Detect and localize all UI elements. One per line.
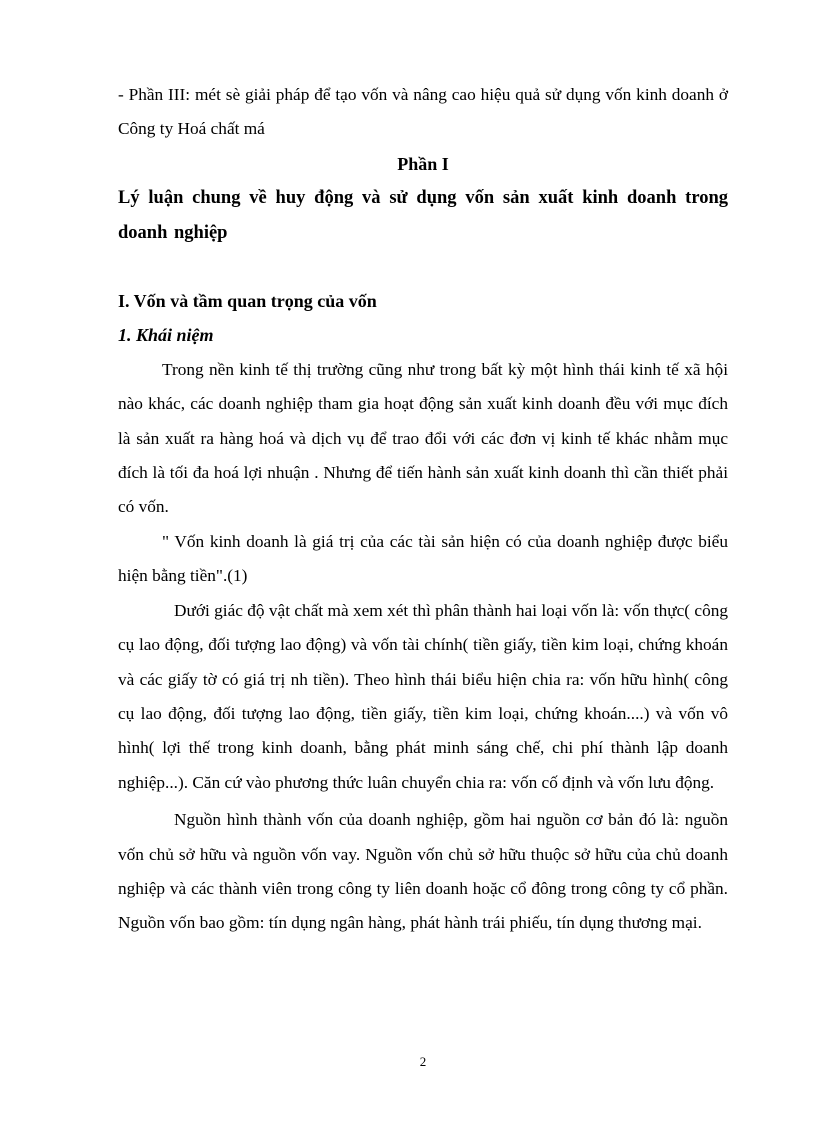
document-page — [118, 78, 728, 941]
paragraph-4: Nguồn hình thành vốn của doanh nghiệp, gồm hai nguồn cơ bản đó là: nguồn vốn chủ sở hữu và nguồn vốn vay. Nguồn vốn chủ sở hữu thuộc sở hữu của chủ doanh nghiệp và các thành viên trong công ty liên doanh hoặc cổ đông trong công ty cổ phần. Nguồn vốn bao gồm: tín dụng ngân hàng, phát hành trái phiếu, tín dụng thương mại. — [118, 810, 728, 933]
page-number: 2 — [419, 1054, 427, 1069]
paragraph-1: Trong nền kinh tế thị trường cũng như trong bất kỳ một hình thái kinh tế xã hội nào khác, các doanh nghiệp tham gia hoạt động sản xuất kinh doanh đều với mục đích là sản xuất ra hàng hoá và dịch vụ để trao đổi với các đơn vị kinh tế khác nhằm mục đích là tối đa hoá lợi nhuận . Nhưng để tiến hành sản xuất kinh doanh thì cần thiết phải có vốn. — [118, 359, 728, 517]
paragraph-2: " Vốn kinh doanh là giá trị của các tài sản hiện có của doanh nghiệp được biểu hiện bằng tiền".(1) — [118, 531, 728, 586]
section-heading: I. Vốn và tầm quan trọng của vốn — [118, 291, 377, 312]
main-title: Lý luận chung về huy động và sử dụng vốn sản xuất kinh doanh trong doanh nghiệp — [118, 188, 728, 243]
intro-line: - Phần III: mét sè giải pháp để tạo vốn và nâng cao hiệu quả sử dụng vốn kinh doanh ở Công ty Hoá chất má — [118, 85, 728, 139]
part-heading: Phần I — [397, 153, 449, 174]
paragraph-3: Dưới giác độ vật chất mà xem xét thì phân thành hai loại vốn là: vốn thực( công cụ lao động, đối tượng lao động) và vốn tài chính( tiền giấy, tiền kim loại, chứng khoán và các giấy tờ có giá trị nh tiền). Theo hình thái biểu hiện chia ra: vốn hữu hình( công cụ lao động, đối tượng lao động, tiền giấy, tiền kim loại, chứng khoán....) và vốn vô hình( lợi thế trong kinh doanh, bằng phát minh sáng chế, chi phí thành lập doanh nghiệp...). Căn cứ vào phương thức luân chuyển chia ra: vốn cố định và vốn lưu động. — [118, 600, 728, 792]
subsection-heading: 1. Khái niệm — [118, 325, 214, 346]
